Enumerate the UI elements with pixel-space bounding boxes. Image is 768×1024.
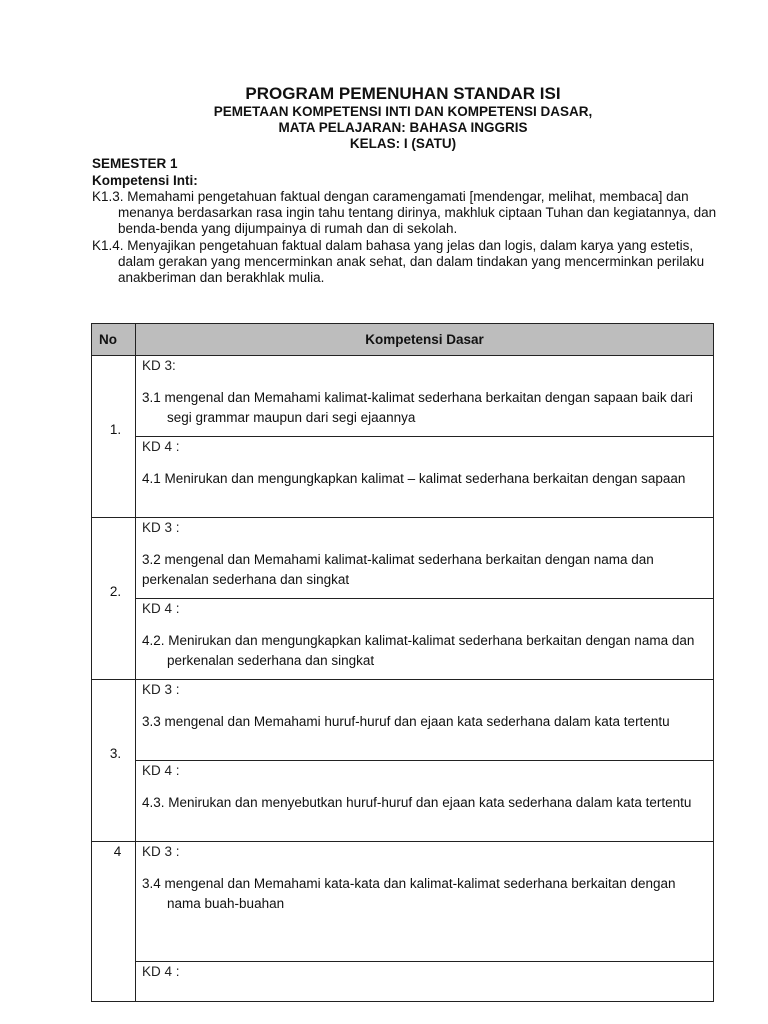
kd4-label: KD 4 : [142,763,180,778]
semester-label: SEMESTER 1 [92,156,178,171]
table-header-row [92,324,714,356]
kd4-label: KD 4 : [142,964,180,979]
kd4-cell [136,437,714,518]
kd4-cell [136,962,714,1002]
subtitle-line-3: KELAS: I (SATU) [349,136,457,151]
kd4-text: 4.3. Menirukan dan menyebutkan huruf-huruf dan ejaan kata sederhana dalam kata tertentu [142,795,692,810]
kd3-cell [136,842,714,962]
row-number-cell [92,356,136,518]
subtitle-line-1: PEMETAAN KOMPETENSI INTI DAN KOMPETENSI DASAR, [213,104,593,119]
intro-section [92,155,717,286]
kd3-label: KD 3 : [142,682,180,697]
header-kd: Kompetensi Dasar [136,324,714,356]
row-number: 3. [109,746,122,761]
kd3-text: 3.2 mengenal dan Memahami kalimat-kalimat sederhana berkaitan dengan nama dan perkenalan sederhana dan singkat [142,552,654,587]
header-no: No [92,324,136,356]
kd3-cell [136,356,714,437]
ki-heading: Kompetensi Inti: [92,173,198,188]
kd4-label: KD 4 : [142,439,180,454]
kd-table [91,323,714,1002]
row-number: 1. [109,422,122,437]
ki-item-1: K1.3. Memahami pengetahuan faktual dengan caramengamati [mendengar, melihat, membaca] dan menanya berdasarkan rasa ingin tahu tentang dirinya, makhluk ciptaan Tuhan dan kegiatannya, dan benda-benda yang dijumpainya di rumah dan di sekolah. [92,189,717,237]
table-row [92,599,714,680]
kd4-cell [136,599,714,680]
kd3-cell [136,680,714,761]
document-header [92,84,714,152]
kd4-cell [136,761,714,842]
kd3-text: 3.3 mengenal dan Memahami huruf-huruf dan ejaan kata sederhana dalam kata tertentu [142,714,670,729]
kd3-text: 3.1 mengenal dan Memahami kalimat-kalimat sederhana berkaitan dengan sapaan baik dari segi grammar maupun dari segi ejaannya [142,390,693,425]
table-row [92,356,714,437]
table-row [92,437,714,518]
kd4-label: KD 4 : [142,601,180,616]
kd3-text: 3.4 mengenal dan Memahami kata-kata dan kalimat-kalimat sederhana berkaitan dengan nama buah-buahan [142,876,676,911]
row-number-cell [92,680,136,842]
kd4-text: 4.2. Menirukan dan mengungkapkan kalimat-kalimat sederhana berkaitan dengan nama dan perkenalan sederhana dan singkat [142,633,695,668]
kd3-label: KD 3 : [142,520,180,535]
table-row [92,842,714,962]
kd3-label: KD 3 : [142,844,180,859]
document-title: PROGRAM PEMENUHAN STANDAR ISI [245,84,561,103]
kd3-label: KD 3: [142,358,176,373]
kd3-cell [136,518,714,599]
table-row [92,680,714,761]
table-row [92,962,714,1002]
row-number: 4 [113,844,122,859]
table-row [92,518,714,599]
table-row [92,761,714,842]
row-number-cell [92,842,136,1002]
row-number-cell [92,518,136,680]
row-number: 2. [109,584,122,599]
subtitle-line-2: MATA PELAJARAN: BAHASA INGGRIS [278,120,528,135]
ki-item-2: K1.4. Menyajikan pengetahuan faktual dalam bahasa yang jelas dan logis, dalam karya yang estetis, dalam gerakan yang mencerminkan anak sehat, dan dalam tindakan yang mencerminkan perilaku anakberiman dan berakhlak mulia. [92,237,705,286]
kd4-text: 4.1 Menirukan dan mengungkapkan kalimat – kalimat sederhana berkaitan dengan sapaan [142,471,686,486]
